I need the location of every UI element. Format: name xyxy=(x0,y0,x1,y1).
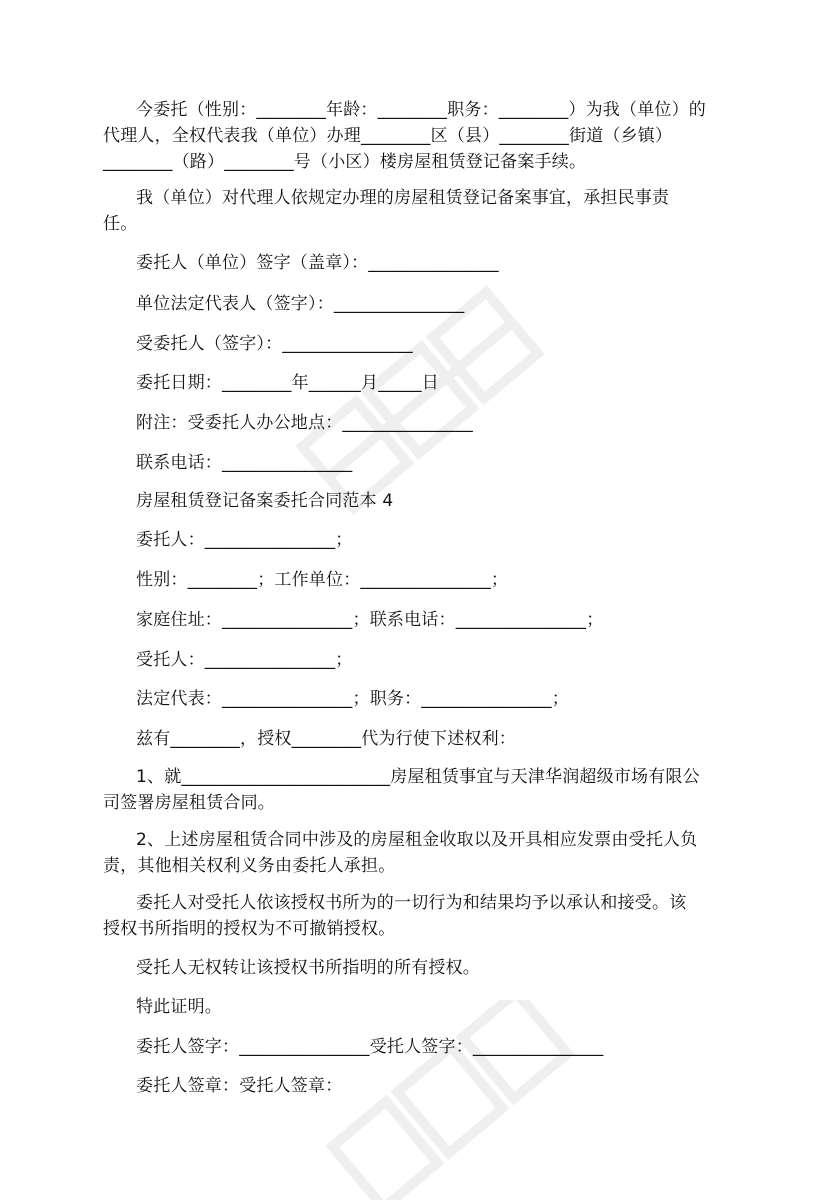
principal-line: 委托人：_______________； xyxy=(136,530,353,550)
paragraph-1-line-3: ________（路）________号（小区）楼房屋租赁登记备案手续。 xyxy=(103,152,587,172)
agent-line: 受托人：_______________； xyxy=(136,650,353,670)
hereby-certify-line: 特此证明。 xyxy=(136,997,222,1017)
agent-signature-line: 受委托人（签字）：_______________ xyxy=(136,334,413,354)
signatures-line: 委托人签字：_______________受托人签字：_______________ xyxy=(136,1037,604,1057)
paragraph-2-line-2: 任。 xyxy=(103,214,138,234)
item-2-line-1: 2、上述房屋租赁合同中涉及的房屋租金收取以及开具相应发票由受托人负 xyxy=(136,830,698,850)
section-heading: 房屋租赁登记备案委托合同范本 4 xyxy=(136,491,394,511)
contact-phone-line: 联系电话：_______________ xyxy=(136,453,353,473)
acceptance-line-2: 授权书所指明的授权为不可撤销授权。 xyxy=(103,919,396,939)
paragraph-2-line-1: 我（单位）对代理人依规定办理的房屋租赁登记备案事宜，承担民事责 xyxy=(136,188,670,208)
paragraph-1-line-2: 代理人，全权代表我（单位）办理________区（县）________街道（乡镇） xyxy=(103,126,673,146)
office-address-note: 附注：受委托人办公地点：_______________ xyxy=(136,413,473,433)
legal-rep-signature-line: 单位法定代表人（签字）：_______________ xyxy=(136,294,465,314)
authorization-line: 兹有________，授权________代为行使下述权利： xyxy=(136,729,516,749)
legal-rep-position-line: 法定代表：_______________；职务：_______________； xyxy=(136,689,569,709)
gender-employer-line: 性别：________；工作单位：_______________； xyxy=(136,570,509,590)
item-2-line-2: 责，其他相关权利义务由委托人承担。 xyxy=(103,856,396,876)
item-1-line-1: 1、就________________________房屋租赁事宜与天津华润超级市场有限公 xyxy=(136,767,700,787)
seals-line: 委托人签章：受托人签章： xyxy=(136,1076,343,1096)
principal-signature-line: 委托人（单位）签字（盖章）：_______________ xyxy=(136,253,499,273)
commission-date-line: 委托日期：________年______月_____日 xyxy=(136,373,439,393)
no-transfer-line: 受托人无权转让该授权书所指明的所有授权。 xyxy=(136,958,480,978)
item-1-line-2: 司签署房屋租赁合同。 xyxy=(103,793,275,813)
paragraph-1-line-1: 今委托（性别：________年龄：________职务：________）为我（单位）的 xyxy=(136,100,706,120)
address-phone-line: 家庭住址：_______________；联系电话：_______________； xyxy=(136,610,604,630)
acceptance-line-1: 委托人对受托人依该授权书所为的一切行为和结果均予以承认和接受。该 xyxy=(136,893,687,913)
watermark-logo-bottom xyxy=(300,1000,600,1200)
